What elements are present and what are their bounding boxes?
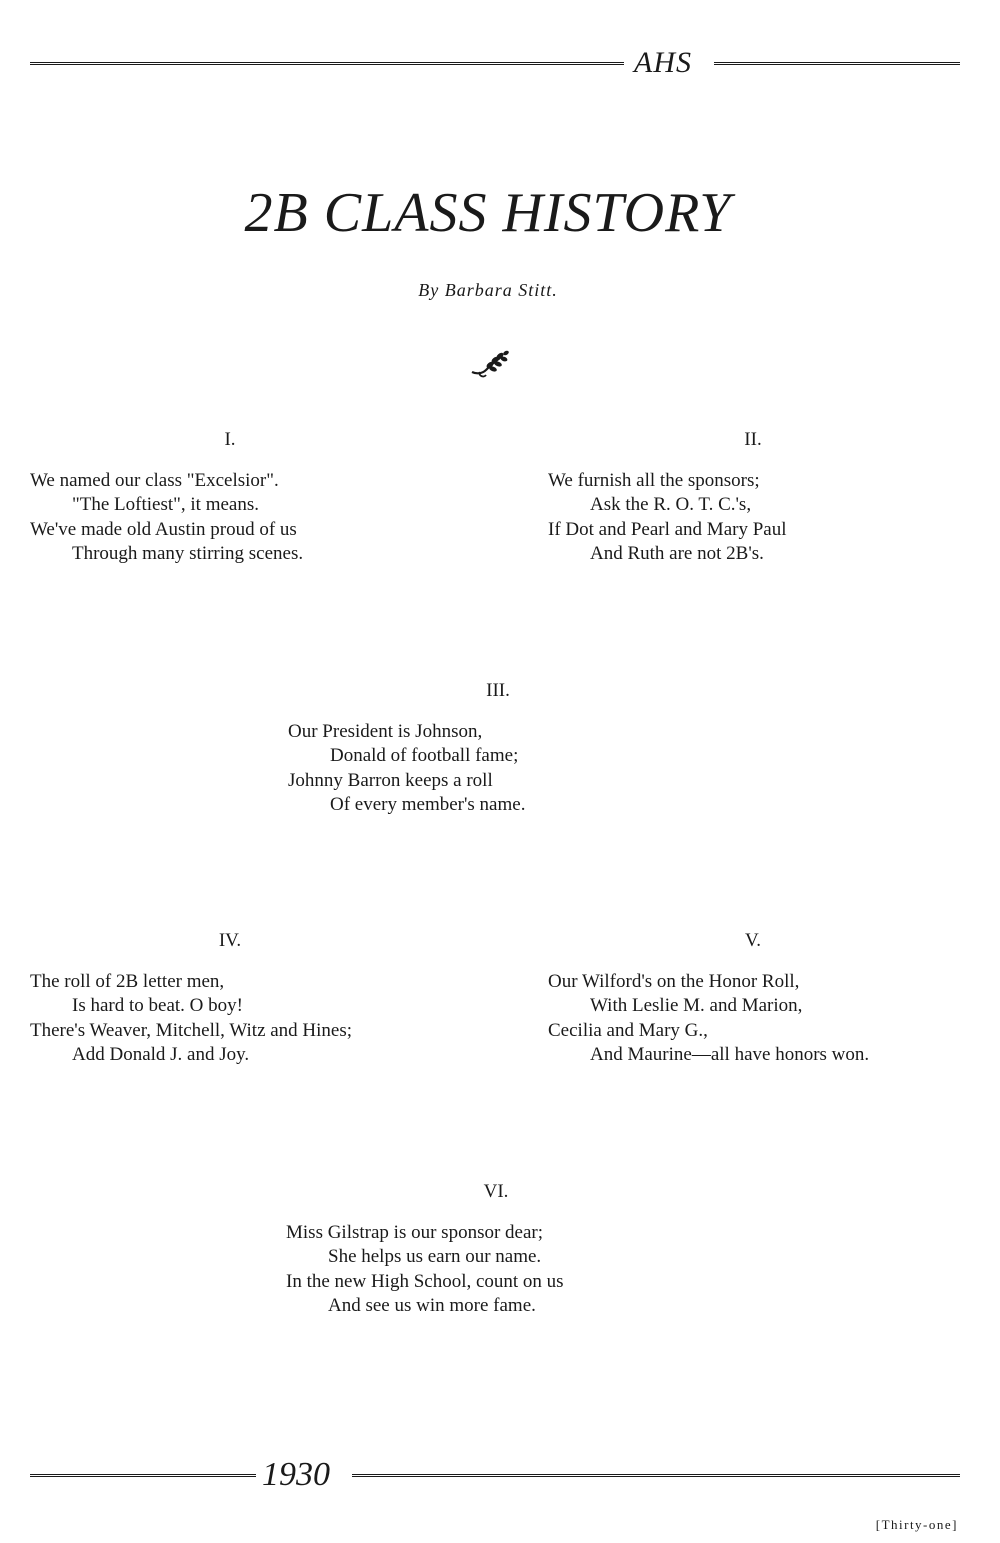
stanza-line: Add Donald J. and Joy. [72, 1044, 250, 1065]
stanza-line: There's Weaver, Mitchell, Witz and Hines; [30, 1019, 353, 1041]
stanza-6 [286, 1180, 706, 1319]
stanza-numeral: I. [224, 429, 236, 450]
stanza-line: She helps us earn our name. [328, 1246, 542, 1267]
stanza-line: Our Wilford's on the Honor Roll, [548, 970, 800, 992]
stanza-line: And Ruth are not 2B's. [590, 543, 764, 564]
page-number: [Thirty-one] [875, 1517, 958, 1532]
stanza-line: We named our class "Excelsior". [30, 469, 279, 491]
stanza-line: Is hard to beat. O boy! [72, 995, 243, 1016]
stanza-numeral: IV. [218, 930, 242, 951]
stanza-line: We furnish all the sponsors; [548, 469, 760, 491]
stanza-line: Ask the R. O. T. C.'s, [590, 494, 752, 515]
stanza-line: With Leslie M. and Marion, [590, 995, 803, 1016]
stanza-line: Through many stirring scenes. [72, 543, 304, 564]
header-mark: AHS [634, 46, 692, 79]
stanza-2 [548, 428, 958, 567]
stanza-line: Johnny Barron keeps a roll [288, 769, 493, 791]
header-rule [30, 44, 960, 84]
stanza-line: In the new High School, count on us [286, 1270, 564, 1292]
header-rule-right [714, 62, 960, 65]
stanza-5 [548, 929, 958, 1068]
footer-year: 1930 [262, 1456, 330, 1493]
stanza-numeral: VI. [483, 1181, 509, 1202]
page-title: 2B CLASS HISTORY [244, 182, 732, 244]
leaf-ornament-icon [466, 348, 514, 380]
stanza-numeral: II. [744, 429, 762, 450]
stanza-line: The roll of 2B letter men, [30, 970, 225, 992]
stanza-line: And see us win more fame. [328, 1295, 536, 1316]
stanza-line: We've made old Austin proud of us [30, 518, 297, 540]
footer-rule [30, 1456, 960, 1496]
stanza-line: Miss Gilstrap is our sponsor dear; [286, 1221, 544, 1243]
stanza-line: Of every member's name. [330, 794, 526, 815]
stanza-numeral: V. [744, 930, 762, 951]
stanza-line: "The Loftiest", it means. [72, 494, 259, 515]
stanza-line: Donald of football fame; [330, 745, 519, 766]
stanza-numeral: III. [486, 680, 510, 701]
stanza-4 [30, 929, 430, 1068]
stanza-1 [30, 428, 430, 567]
byline: By Barbara Stitt. [418, 280, 558, 300]
stanza-line: And Maurine—all have honors won. [590, 1044, 870, 1065]
stanza-line: Cecilia and Mary G., [548, 1019, 708, 1041]
footer-rule-left [30, 1474, 256, 1477]
stanza-line: If Dot and Pearl and Mary Paul [548, 518, 787, 540]
stanza-3 [288, 679, 708, 818]
footer-rule-right [352, 1474, 960, 1477]
stanza-line: Our President is Johnson, [288, 720, 483, 742]
header-rule-left [30, 62, 624, 65]
